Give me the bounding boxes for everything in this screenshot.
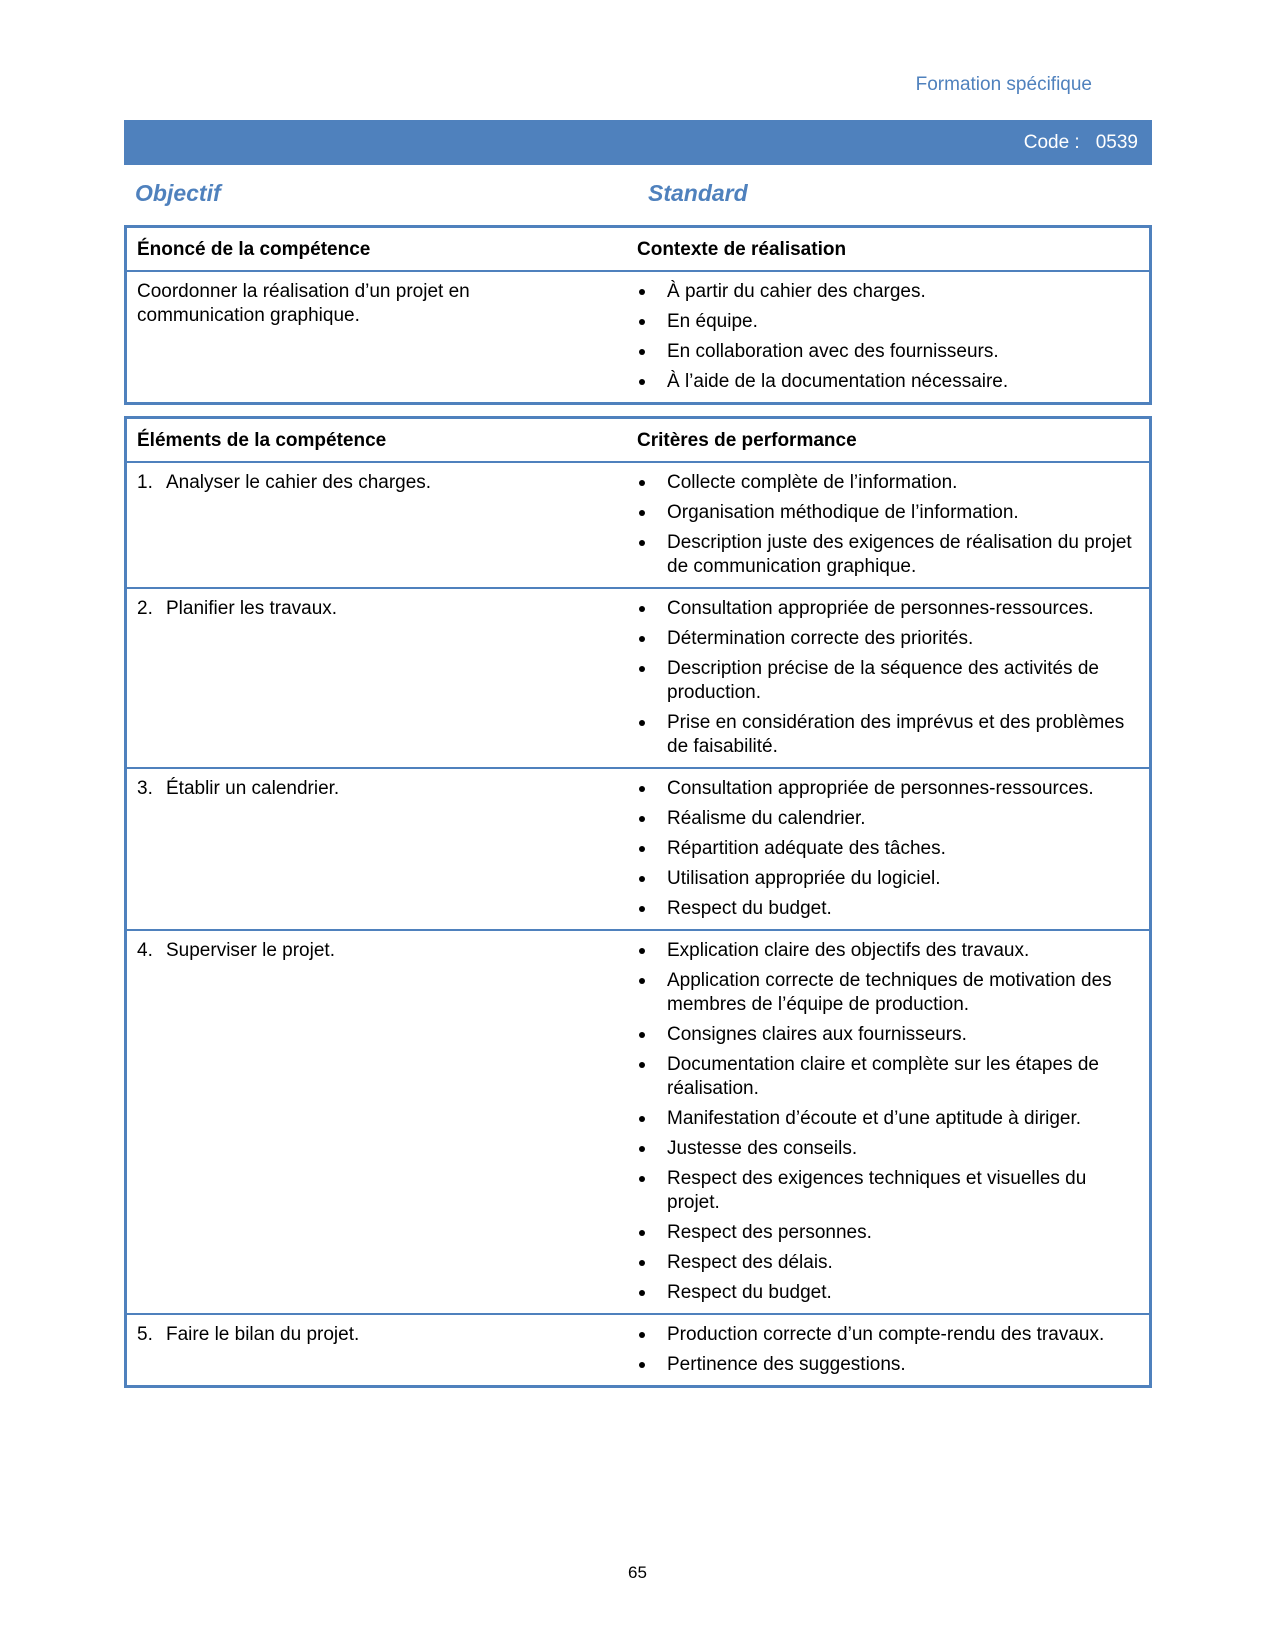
criterion-item: Manifestation d’écoute et d’une aptitude à diriger. [637,1107,1139,1131]
criterion-item: Description précise de la séquence des activités de production. [637,657,1139,705]
element-cell [127,769,637,929]
element-item [137,939,637,963]
criterion-item: Explication claire des objectifs des travaux. [637,939,1139,963]
section-headings [135,180,1145,210]
element-number: 4. [137,940,153,961]
element-cell [127,1315,637,1385]
enonce-table [124,225,1152,405]
element-item [137,1323,637,1347]
criterion-item: Consultation appropriée de personnes-ressources. [637,597,1139,621]
criterion-item: Prise en considération des imprévus et des problèmes de faisabilité. [637,711,1139,759]
criteria-list [637,777,1139,921]
element-cell [127,589,637,767]
element-text: Faire le bilan du projet. [166,1324,360,1345]
code-value: 0539 [1095,131,1138,153]
context-item: En collaboration avec des fournisseurs. [637,340,1139,364]
criterion-item: Justesse des conseils. [637,1137,1139,1161]
criteria-list [637,597,1139,759]
criteria-cell [637,589,1149,767]
criterion-item: Utilisation appropriée du logiciel. [637,867,1139,891]
criterion-item: Production correcte d’un compte-rendu des travaux. [637,1323,1139,1347]
criterion-item: Respect des exigences techniques et visuelles du projet. [637,1167,1139,1215]
element-row [127,1315,1149,1385]
criteria-list [637,471,1139,579]
criterion-item: Pertinence des suggestions. [637,1353,1139,1377]
enonce-header: Énoncé de la compétence [137,239,371,260]
element-item [137,777,637,801]
competence-statement: Coordonner la réalisation d’un projet en communication graphique. [137,281,470,326]
criteria-cell [637,1315,1149,1385]
element-row [127,931,1149,1315]
criterion-item: Réalisme du calendrier. [637,807,1139,831]
objectif-heading: Objectif [135,180,221,206]
enonce-table-body [127,272,1149,402]
context-item: À l’aide de la documentation nécessaire. [637,370,1139,394]
standard-heading: Standard [648,180,748,206]
element-item [137,597,637,621]
element-row [127,463,1149,589]
criterion-item: Application correcte de techniques de motivation des membres de l’équipe de production. [637,969,1139,1017]
element-row [127,589,1149,769]
element-number: 5. [137,1324,153,1345]
element-rows [127,463,1149,1385]
elements-header: Éléments de la compétence [137,430,387,451]
enonce-table-header [127,228,1149,272]
context-list [637,280,1139,394]
criterion-item: Respect des personnes. [637,1221,1139,1245]
element-item [137,471,637,495]
element-number: 2. [137,598,153,619]
criterion-item: Consignes claires aux fournisseurs. [637,1023,1139,1047]
context-list-cell [637,272,1149,402]
criterion-item: Organisation méthodique de l’information. [637,501,1139,525]
element-text: Analyser le cahier des charges. [166,472,432,493]
page-number: 65 [628,1563,647,1582]
criterion-item: Respect du budget. [637,897,1139,921]
elements-table [124,416,1152,1388]
criteria-cell [637,769,1149,929]
elements-table-header [127,419,1149,463]
criteria-list [637,939,1139,1305]
criterion-item: Documentation claire et complète sur les étapes de réalisation. [637,1053,1139,1101]
criterion-item: Description juste des exigences de réalisation du projet de communication graphique. [637,531,1139,579]
criteria-cell [637,931,1149,1313]
element-number: 1. [137,472,153,493]
element-row [127,769,1149,931]
context-item: En équipe. [637,310,1139,334]
criterion-item: Respect des délais. [637,1251,1139,1275]
element-cell [127,463,637,587]
criterion-item: Consultation appropriée de personnes-ressources. [637,777,1139,801]
page-header-title: Formation spécifique [915,74,1092,95]
criterion-item: Répartition adéquate des tâches. [637,837,1139,861]
element-text: Superviser le projet. [166,940,335,961]
element-text: Planifier les travaux. [166,598,338,619]
code-bar [124,120,1152,165]
criterion-item: Détermination correcte des priorités. [637,627,1139,651]
context-item: À partir du cahier des charges. [637,280,1139,304]
criteria-cell [637,463,1149,587]
code-label: Code : [1023,131,1080,153]
criterion-item: Collecte complète de l’information. [637,471,1139,495]
contexte-header: Contexte de réalisation [637,239,847,260]
criterion-item: Respect du budget. [637,1281,1139,1305]
criteria-list [637,1323,1139,1377]
criteres-header: Critères de performance [637,430,857,451]
element-text: Établir un calendrier. [166,778,340,799]
element-number: 3. [137,778,153,799]
element-cell [127,931,637,1313]
